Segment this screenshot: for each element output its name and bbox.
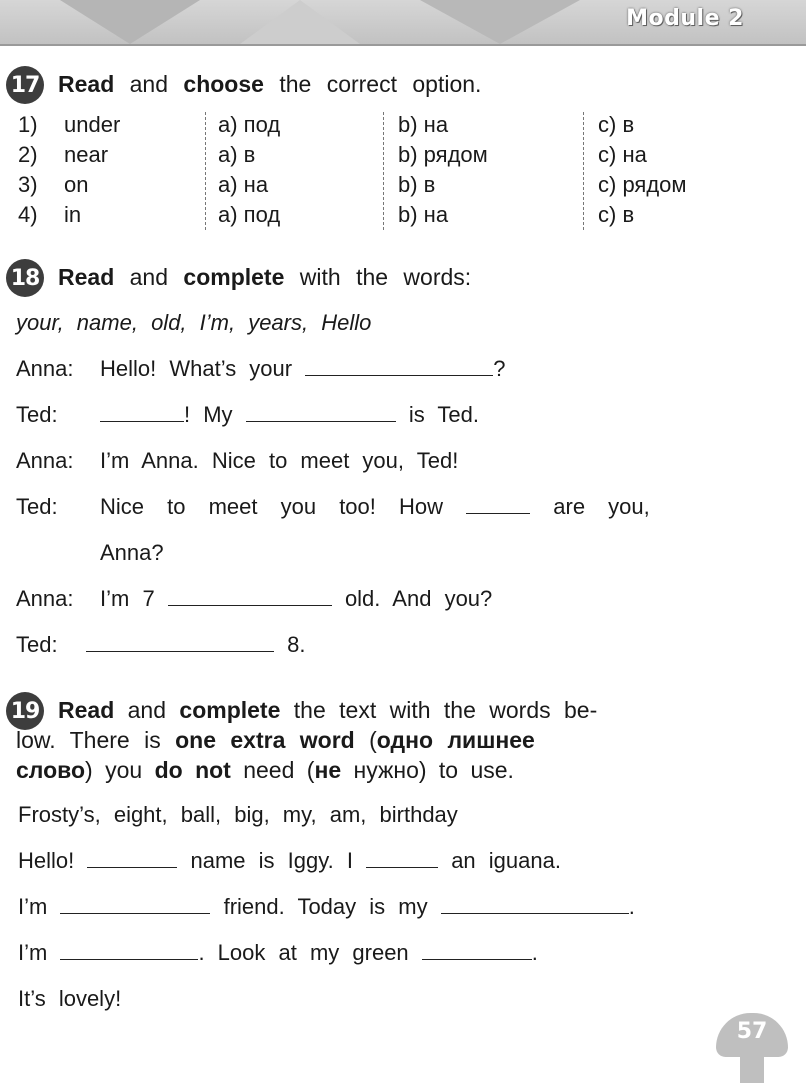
line-text: Nice to meet you too! How	[100, 494, 444, 519]
header-decoration	[240, 0, 360, 44]
instr-text: (	[354, 727, 377, 753]
module-header-bar	[0, 0, 806, 46]
mushroom-stem-icon	[740, 1053, 764, 1083]
text-line	[18, 986, 121, 1012]
dialogue-line	[16, 632, 305, 658]
row-number: 2)	[18, 142, 38, 167]
line-text: I’m Anna. Nice to meet you, Ted!	[100, 448, 459, 473]
line-text: name is Iggy. I	[190, 848, 353, 873]
option-b: b) на	[398, 202, 449, 227]
answer-blank[interactable]	[305, 357, 493, 376]
row-number: 3)	[18, 172, 38, 197]
ex18-word-bank: your, name, old, I’m, years, Hello	[16, 310, 372, 335]
instr-bold: do not	[154, 757, 231, 783]
line-text: Hello!	[18, 848, 75, 873]
answer-blank[interactable]	[168, 587, 332, 606]
speaker-label: Anna:	[16, 356, 74, 381]
option-b: b) в	[398, 172, 436, 197]
instr-bold: не	[314, 757, 342, 783]
header-decoration	[420, 0, 580, 44]
instr-text: with the words:	[284, 264, 472, 290]
instr-text: ) you	[85, 757, 155, 783]
row-word: near	[64, 142, 109, 167]
answer-blank[interactable]	[366, 849, 438, 868]
line-text: .	[531, 940, 538, 965]
line-text: friend. Today is my	[223, 894, 428, 919]
row-number: 4)	[18, 202, 38, 227]
instr-bold: слово	[16, 757, 86, 783]
option-b: b) рядом	[398, 142, 488, 167]
option-a: a) на	[218, 172, 269, 197]
line-text: ?	[493, 356, 506, 381]
instr-bold: choose	[183, 71, 264, 97]
dialogue-line	[16, 402, 479, 428]
ex19-header	[6, 692, 597, 730]
exercise-number-badge: 18	[6, 259, 44, 297]
column-divider	[383, 112, 384, 230]
instr-text: and	[114, 697, 180, 723]
option-c: c) рядом	[598, 172, 687, 197]
instr-bold: Read	[58, 71, 115, 97]
speaker-label: Anna:	[16, 448, 74, 473]
ex17-instruction	[58, 69, 481, 99]
instr-bold: complete	[183, 264, 285, 290]
answer-blank[interactable]	[246, 403, 396, 422]
line-text: Hello! What’s your	[100, 356, 293, 381]
line-text: 8.	[287, 632, 306, 657]
dialogue-line	[16, 586, 492, 612]
answer-blank[interactable]	[100, 403, 184, 422]
row-word: under	[64, 112, 121, 137]
speaker-label: Ted:	[16, 632, 58, 657]
line-text: old. And you?	[344, 586, 493, 611]
line-text: is Ted.	[408, 402, 479, 427]
instr-text: the text with the words be-	[280, 697, 598, 723]
line-text: . Look at my green	[198, 940, 409, 965]
answer-blank[interactable]	[441, 895, 629, 914]
answer-blank[interactable]	[466, 495, 530, 514]
answer-blank[interactable]	[422, 941, 532, 960]
text-line	[18, 940, 538, 966]
option-c: c) в	[598, 112, 635, 137]
line-text: I’m 7	[100, 586, 155, 611]
dialogue-line	[16, 494, 650, 520]
ex17-header	[6, 66, 481, 104]
row-word: in	[64, 202, 82, 227]
exercise-number-badge: 17	[6, 66, 44, 104]
instr-bold: Read	[58, 697, 115, 723]
instr-line	[58, 695, 597, 725]
speaker-label: Ted:	[16, 494, 58, 519]
answer-blank[interactable]	[86, 633, 274, 652]
dialogue-line	[16, 448, 458, 474]
row-word: on	[64, 172, 89, 197]
option-c: c) на	[598, 142, 647, 167]
ex19-word-bank: Frosty’s, eight, ball, big, my, am, birthday	[18, 802, 458, 827]
line-text: are you,	[553, 494, 650, 519]
row-number: 1)	[18, 112, 38, 137]
ex17-options-table	[18, 110, 798, 230]
dialogue-line	[16, 356, 505, 382]
option-b: b) на	[398, 112, 449, 137]
speaker-label: Ted:	[16, 402, 58, 427]
text-line	[18, 848, 561, 874]
ex19-instruction-line2	[16, 727, 535, 754]
speaker-label: Anna:	[16, 586, 74, 611]
instr-bold: one extra word	[175, 727, 355, 753]
ex19-instruction	[58, 695, 597, 725]
option-a: a) в	[218, 142, 256, 167]
instr-text: and	[114, 264, 184, 290]
ex18-header	[6, 259, 471, 297]
instr-text: low. There is	[16, 727, 176, 753]
page-number: 57	[736, 1019, 768, 1044]
instr-text: нужно) to use.	[341, 757, 514, 783]
instr-bold: complete	[179, 697, 281, 723]
module-title: Module 2	[626, 6, 744, 31]
ex19-instruction-line3	[16, 757, 514, 784]
instr-text: the correct option.	[263, 71, 482, 97]
dialogue-line	[100, 540, 164, 566]
option-c: c) в	[598, 202, 635, 227]
line-text: ! My	[184, 402, 233, 427]
text-line	[18, 894, 635, 920]
line-text: Anna?	[100, 540, 164, 565]
option-a: a) под	[218, 202, 281, 227]
option-a: a) под	[218, 112, 281, 137]
answer-blank[interactable]	[60, 895, 210, 914]
line-text: .	[628, 894, 635, 919]
column-divider	[583, 112, 584, 230]
line-text: It’s lovely!	[18, 986, 122, 1011]
header-decoration	[60, 0, 200, 44]
line-text: I’m	[18, 894, 48, 919]
column-divider	[205, 112, 206, 230]
instr-text: and	[114, 71, 184, 97]
answer-blank[interactable]	[60, 941, 198, 960]
instr-text: need (	[230, 757, 315, 783]
exercise-number-badge: 19	[6, 692, 44, 730]
ex18-instruction	[58, 262, 471, 292]
line-text: I’m	[18, 940, 48, 965]
answer-blank[interactable]	[87, 849, 177, 868]
line-text: an iguana.	[451, 848, 561, 873]
page-number-badge	[716, 1005, 788, 1080]
instr-bold: одно лишнее	[376, 727, 535, 753]
instr-bold: Read	[58, 264, 115, 290]
